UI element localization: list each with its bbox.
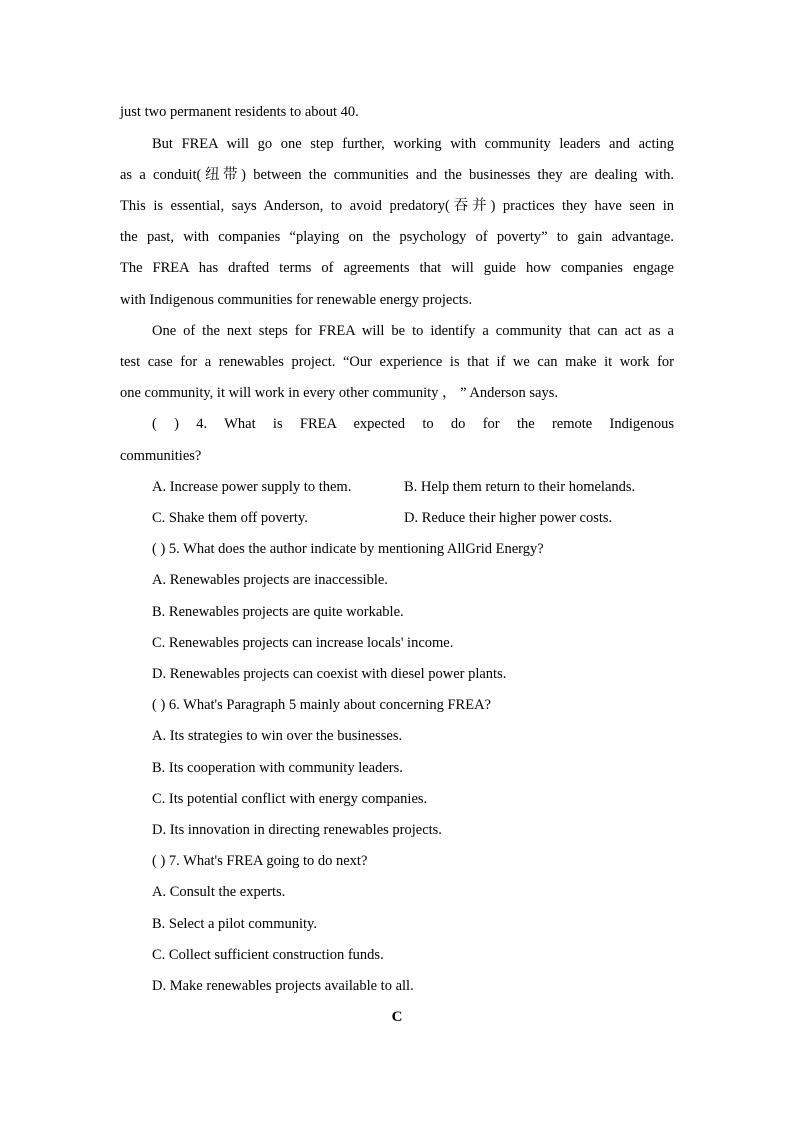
passage-line: as a conduit(纽带) between the communities and the businesses they are dealing with.	[120, 167, 674, 183]
option-a: A. Its strategies to win over the businesses.	[152, 728, 403, 744]
option-d: D. Reduce their higher power costs.	[404, 510, 613, 526]
option-a: A. Consult the experts.	[152, 884, 286, 900]
passage-line: just two permanent residents to about 40.	[120, 104, 359, 120]
question-stem-continuation: communities?	[120, 448, 202, 464]
passage-line: But FREA will go one step further, working with community leaders and acting	[152, 136, 674, 152]
option-c: C. Renewables projects can increase locals' income.	[152, 635, 454, 651]
option-b: B. Renewables projects are quite workable.	[152, 604, 404, 620]
question-stem: ( ) 5. What does the author indicate by mentioning AllGrid Energy?	[152, 541, 544, 557]
passage-line: the past, with companies “playing on the psychology of poverty” to gain advantage.	[120, 229, 674, 245]
passage-line: with Indigenous communities for renewable energy projects.	[120, 292, 473, 308]
option-c: C. Collect sufficient construction funds.	[152, 947, 384, 963]
option-b: B. Help them return to their homelands.	[404, 479, 636, 495]
option-b: B. Its cooperation with community leaders.	[152, 760, 403, 776]
passage-line: test case for a renewables project. “Our experience is that if we can make it work for	[120, 354, 674, 370]
passage-line: This is essential, says Anderson, to avoid predatory(吞并) practices they have seen in	[120, 198, 674, 214]
passage-line: One of the next steps for FREA will be to identify a community that can act as a	[152, 323, 674, 339]
option-a: A. Renewables projects are inaccessible.	[152, 572, 388, 588]
section-heading: C	[391, 1009, 403, 1025]
question-stem: ( ) 7. What's FREA going to do next?	[152, 853, 368, 869]
question-stem: ( ) 4. What is FREA expected to do for the remote Indigenous	[152, 416, 674, 432]
option-d: D. Renewables projects can coexist with diesel power plants.	[152, 666, 507, 682]
option-d: D. Its innovation in directing renewables projects.	[152, 822, 442, 838]
option-d: D. Make renewables projects available to all.	[152, 978, 414, 994]
passage-line: one community, it will work in every other community ， ” Anderson says.	[120, 385, 559, 401]
question-stem: ( ) 6. What's Paragraph 5 mainly about concerning FREA?	[152, 697, 491, 713]
passage-line: The FREA has drafted terms of agreements that will guide how companies engage	[120, 260, 674, 276]
option-c: C. Its potential conflict with energy companies.	[152, 791, 428, 807]
option-b: B. Select a pilot community.	[152, 916, 317, 932]
option-c: C. Shake them off poverty.	[152, 510, 308, 526]
option-a: A. Increase power supply to them.	[152, 479, 352, 495]
